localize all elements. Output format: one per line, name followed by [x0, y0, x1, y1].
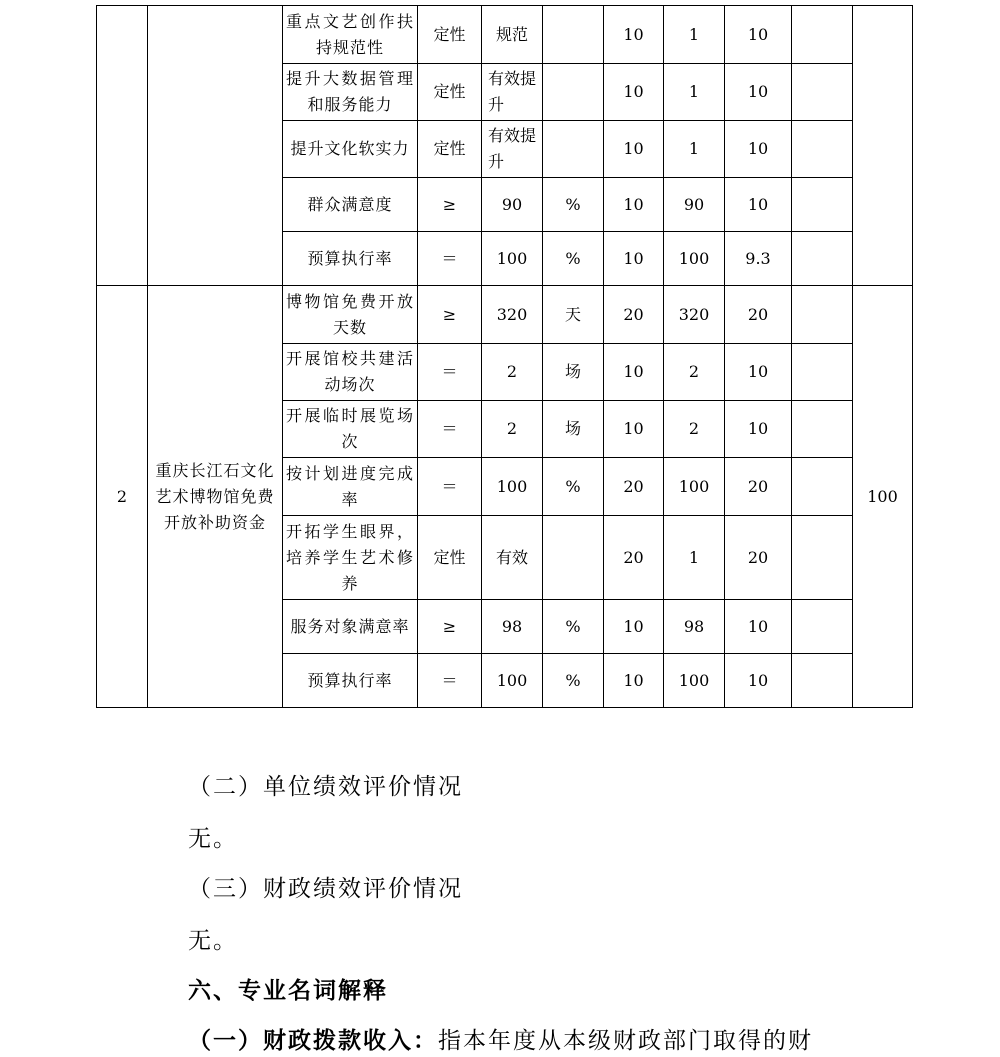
- note-cell: [792, 6, 853, 64]
- section-2-heading: （二）单位绩效评价情况: [188, 774, 463, 800]
- target-cell: 320: [482, 286, 543, 344]
- indicator-cell: 群众满意度: [283, 178, 418, 232]
- actual-cell: 1: [664, 121, 725, 178]
- indicator-cell: 提升文化软实力: [283, 121, 418, 178]
- indicator-cell: 按计划进度完成率: [283, 458, 418, 516]
- target-cell: 有效: [482, 516, 543, 600]
- note-cell: [792, 458, 853, 516]
- note-cell: [792, 600, 853, 654]
- unit-cell: [543, 121, 604, 178]
- target-cell: 98: [482, 600, 543, 654]
- index-cell: 2: [97, 286, 148, 708]
- note-cell: [792, 64, 853, 121]
- symbol-cell: ＝: [418, 654, 482, 708]
- score-cell: 10: [725, 600, 792, 654]
- actual-cell: 100: [664, 654, 725, 708]
- weight-cell: 10: [604, 232, 664, 286]
- table-row: [97, 286, 913, 344]
- term-label: （一）财政拨款收入：: [188, 1027, 438, 1054]
- section-3-body: 无。: [188, 928, 238, 954]
- index-cell: [97, 6, 148, 286]
- unit-cell: [543, 6, 604, 64]
- project-cell: [148, 6, 283, 286]
- actual-cell: 1: [664, 64, 725, 121]
- actual-cell: 100: [664, 232, 725, 286]
- target-cell: 2: [482, 344, 543, 401]
- weight-cell: 10: [604, 6, 664, 64]
- score-cell: 10: [725, 344, 792, 401]
- note-cell: [792, 178, 853, 232]
- target-cell: 90: [482, 178, 543, 232]
- total-cell: 100: [853, 286, 913, 708]
- section-2-body: 无。: [188, 826, 238, 852]
- weight-cell: 10: [604, 178, 664, 232]
- score-cell: 10: [725, 654, 792, 708]
- target-cell: 100: [482, 232, 543, 286]
- score-cell: 20: [725, 516, 792, 600]
- symbol-cell: 定性: [418, 516, 482, 600]
- section-6-item-1: [188, 1026, 813, 1056]
- actual-cell: 90: [664, 178, 725, 232]
- indicator-cell: 重点文艺创作扶持规范性: [283, 6, 418, 64]
- target-cell: 100: [482, 458, 543, 516]
- symbol-cell: ＝: [418, 401, 482, 458]
- actual-cell: 1: [664, 6, 725, 64]
- term-definition: 指本年度从本级财政部门取得的财: [438, 1028, 813, 1054]
- indicator-cell: 开展馆校共建活动场次: [283, 344, 418, 401]
- weight-cell: 20: [604, 458, 664, 516]
- note-cell: [792, 401, 853, 458]
- table-row: [97, 6, 913, 64]
- note-cell: [792, 516, 853, 600]
- weight-cell: 10: [604, 654, 664, 708]
- section-6-heading: 六、专业名词解释: [188, 977, 388, 1004]
- unit-cell: 场: [543, 401, 604, 458]
- project-cell: 重庆长江石文化艺术博物馆免费开放补助资金: [148, 286, 283, 708]
- weight-cell: 10: [604, 600, 664, 654]
- weight-cell: 10: [604, 401, 664, 458]
- target-cell: 有效提升: [482, 64, 543, 121]
- weight-cell: 20: [604, 286, 664, 344]
- target-cell: 有效提升: [482, 121, 543, 178]
- unit-cell: %: [543, 232, 604, 286]
- symbol-cell: ＝: [418, 344, 482, 401]
- weight-cell: 10: [604, 344, 664, 401]
- actual-cell: 1: [664, 516, 725, 600]
- unit-cell: 天: [543, 286, 604, 344]
- symbol-cell: ≥: [418, 286, 482, 344]
- note-cell: [792, 232, 853, 286]
- unit-cell: [543, 64, 604, 121]
- note-cell: [792, 344, 853, 401]
- score-cell: 10: [725, 121, 792, 178]
- unit-cell: %: [543, 600, 604, 654]
- unit-cell: %: [543, 458, 604, 516]
- unit-cell: %: [543, 178, 604, 232]
- score-cell: 10: [725, 64, 792, 121]
- actual-cell: 98: [664, 600, 725, 654]
- total-cell: [853, 6, 913, 286]
- score-cell: 10: [725, 178, 792, 232]
- symbol-cell: 定性: [418, 64, 482, 121]
- weight-cell: 10: [604, 64, 664, 121]
- unit-cell: 场: [543, 344, 604, 401]
- score-cell: 20: [725, 458, 792, 516]
- score-cell: 9.3: [725, 232, 792, 286]
- symbol-cell: ≥: [418, 178, 482, 232]
- note-cell: [792, 286, 853, 344]
- indicator-cell: 提升大数据管理和服务能力: [283, 64, 418, 121]
- unit-cell: %: [543, 654, 604, 708]
- performance-table: [96, 5, 913, 708]
- weight-cell: 20: [604, 516, 664, 600]
- indicator-cell: 开拓学生眼界，培养学生艺术修养: [283, 516, 418, 600]
- unit-cell: [543, 516, 604, 600]
- section-3-heading: （三）财政绩效评价情况: [188, 876, 463, 902]
- symbol-cell: ＝: [418, 458, 482, 516]
- symbol-cell: 定性: [418, 6, 482, 64]
- actual-cell: 100: [664, 458, 725, 516]
- score-cell: 20: [725, 286, 792, 344]
- note-cell: [792, 121, 853, 178]
- actual-cell: 2: [664, 344, 725, 401]
- indicator-cell: 预算执行率: [283, 232, 418, 286]
- symbol-cell: ＝: [418, 232, 482, 286]
- target-cell: 2: [482, 401, 543, 458]
- actual-cell: 320: [664, 286, 725, 344]
- note-cell: [792, 654, 853, 708]
- symbol-cell: ≥: [418, 600, 482, 654]
- score-cell: 10: [725, 6, 792, 64]
- symbol-cell: 定性: [418, 121, 482, 178]
- indicator-cell: 开展临时展览场次: [283, 401, 418, 458]
- score-cell: 10: [725, 401, 792, 458]
- indicator-cell: 服务对象满意率: [283, 600, 418, 654]
- indicator-cell: 预算执行率: [283, 654, 418, 708]
- indicator-cell: 博物馆免费开放天数: [283, 286, 418, 344]
- weight-cell: 10: [604, 121, 664, 178]
- target-cell: 100: [482, 654, 543, 708]
- actual-cell: 2: [664, 401, 725, 458]
- target-cell: 规范: [482, 6, 543, 64]
